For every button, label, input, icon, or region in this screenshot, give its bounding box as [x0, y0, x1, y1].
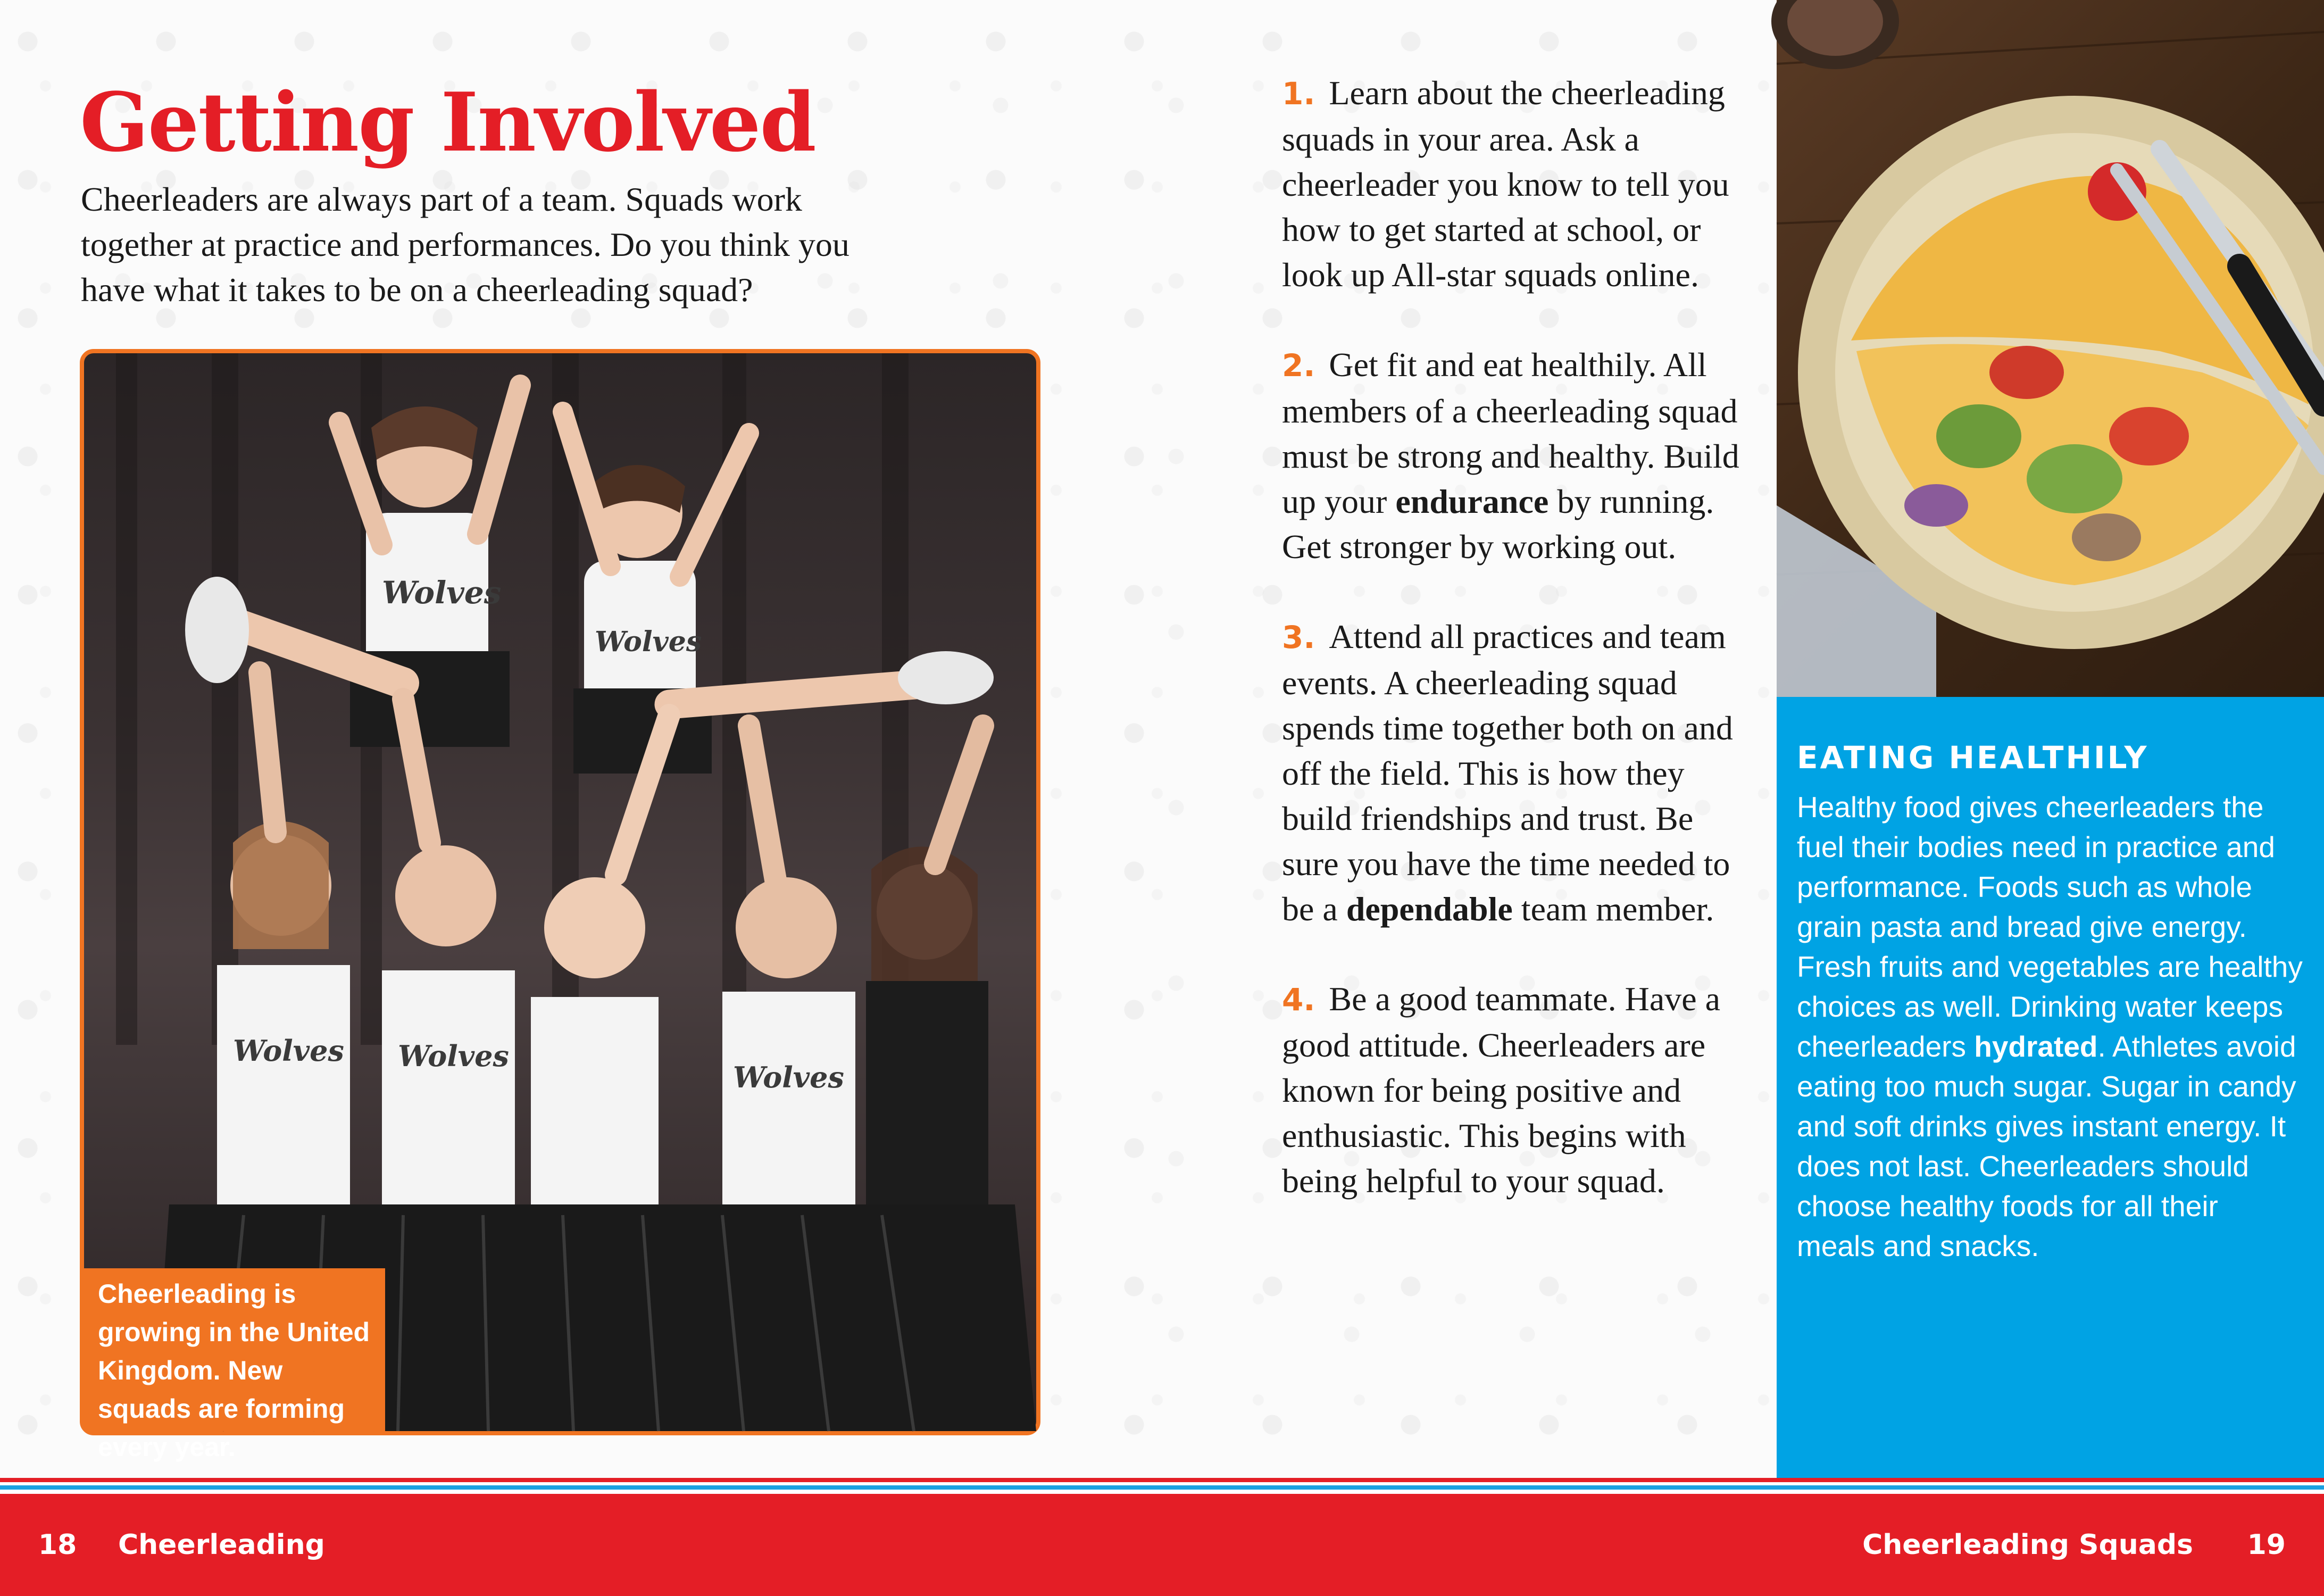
page-footer: [0, 1494, 2324, 1596]
step-number: 3.: [1282, 619, 1315, 655]
step-text: Get fit and eat healthily. All members of a cheerleading squad must be strong and healthy. Build up your: [1282, 346, 1739, 520]
step-text: Attend all practices and team events. A cheerleading squad spends time together both on and off the field. This is how they build friendships and trust. Be sure you have the time needed to be a: [1282, 618, 1733, 928]
footer-stripes: [0, 1478, 2324, 1494]
sidebar-text: [1797, 787, 2303, 1266]
step-text-end: by running. Get stronger by working out.: [1282, 483, 1714, 566]
page-number-left: 18: [38, 1529, 77, 1561]
step-2: [1282, 342, 1745, 569]
omelette-photo: [1777, 0, 2324, 697]
steps-list: [1282, 70, 1745, 1248]
sidebar-text-end: . Athletes avoid eating too much sugar. Sugar in candy and soft drinks gives instant energy. It does not last. Cheerleaders should choose healthy foods for all their meals and snacks.: [1797, 1030, 2296, 1262]
step-3: [1282, 614, 1745, 932]
sidebar-heading: EATING HEALTHILY: [1797, 739, 2149, 776]
page-title: Getting Involved: [80, 74, 815, 170]
uniform-text-4: Wolves: [398, 1039, 509, 1073]
glossary-term: hydrated: [1974, 1030, 2098, 1063]
step-text: Be a good teammate. Have a good attitude. Cheerleaders are known for being positive and enthusiastic. This begins with being helpful to your squad.: [1282, 980, 1721, 1200]
step-text: Learn about the cheerleading squads in your area. Ask a cheerleader you know to tell you how to get started at school, or look up All-star squads online.: [1282, 74, 1729, 294]
eating-healthily-sidebar: [1777, 697, 2324, 1479]
omelette-illustration: [1777, 0, 2324, 697]
glossary-term: endurance: [1395, 483, 1549, 520]
running-title-left: Cheerleading: [118, 1529, 325, 1561]
step-number: 4.: [1282, 982, 1315, 1018]
photo-caption: Cheerleading is growing in the United Kingdom. New squads are forming every year.: [84, 1268, 385, 1431]
glossary-term: dependable: [1346, 890, 1513, 928]
uniform-text-2: Wolves: [595, 626, 702, 658]
sidebar-text-start: Healthy food gives cheerleaders the fuel their bodies need in practice and performance. Foods such as whole grain pasta and bread give energy. Fresh fruits and vegetables are healthy choices as well. Drinking water keeps cheerleaders: [1797, 791, 2303, 1063]
running-title-right: Cheerleading Squads: [1862, 1529, 2193, 1561]
cheerleaders-photo: [80, 349, 1040, 1462]
uniform-text-5: Wolves: [733, 1060, 844, 1094]
step-text-end: team member.: [1512, 890, 1714, 928]
step-number: 2.: [1282, 347, 1315, 384]
step-4: [1282, 976, 1745, 1203]
page-number-right: 19: [2247, 1529, 2286, 1561]
intro-paragraph: Cheerleaders are always part of a team. Squads work together at practice and performances. Do you think you have what it takes to be on a cheerleading squad?: [81, 180, 849, 309]
step-1: [1282, 70, 1745, 297]
step-number: 1.: [1282, 76, 1315, 112]
uniform-text-1: Wolves: [382, 575, 502, 611]
uniform-text-3: Wolves: [233, 1034, 344, 1068]
